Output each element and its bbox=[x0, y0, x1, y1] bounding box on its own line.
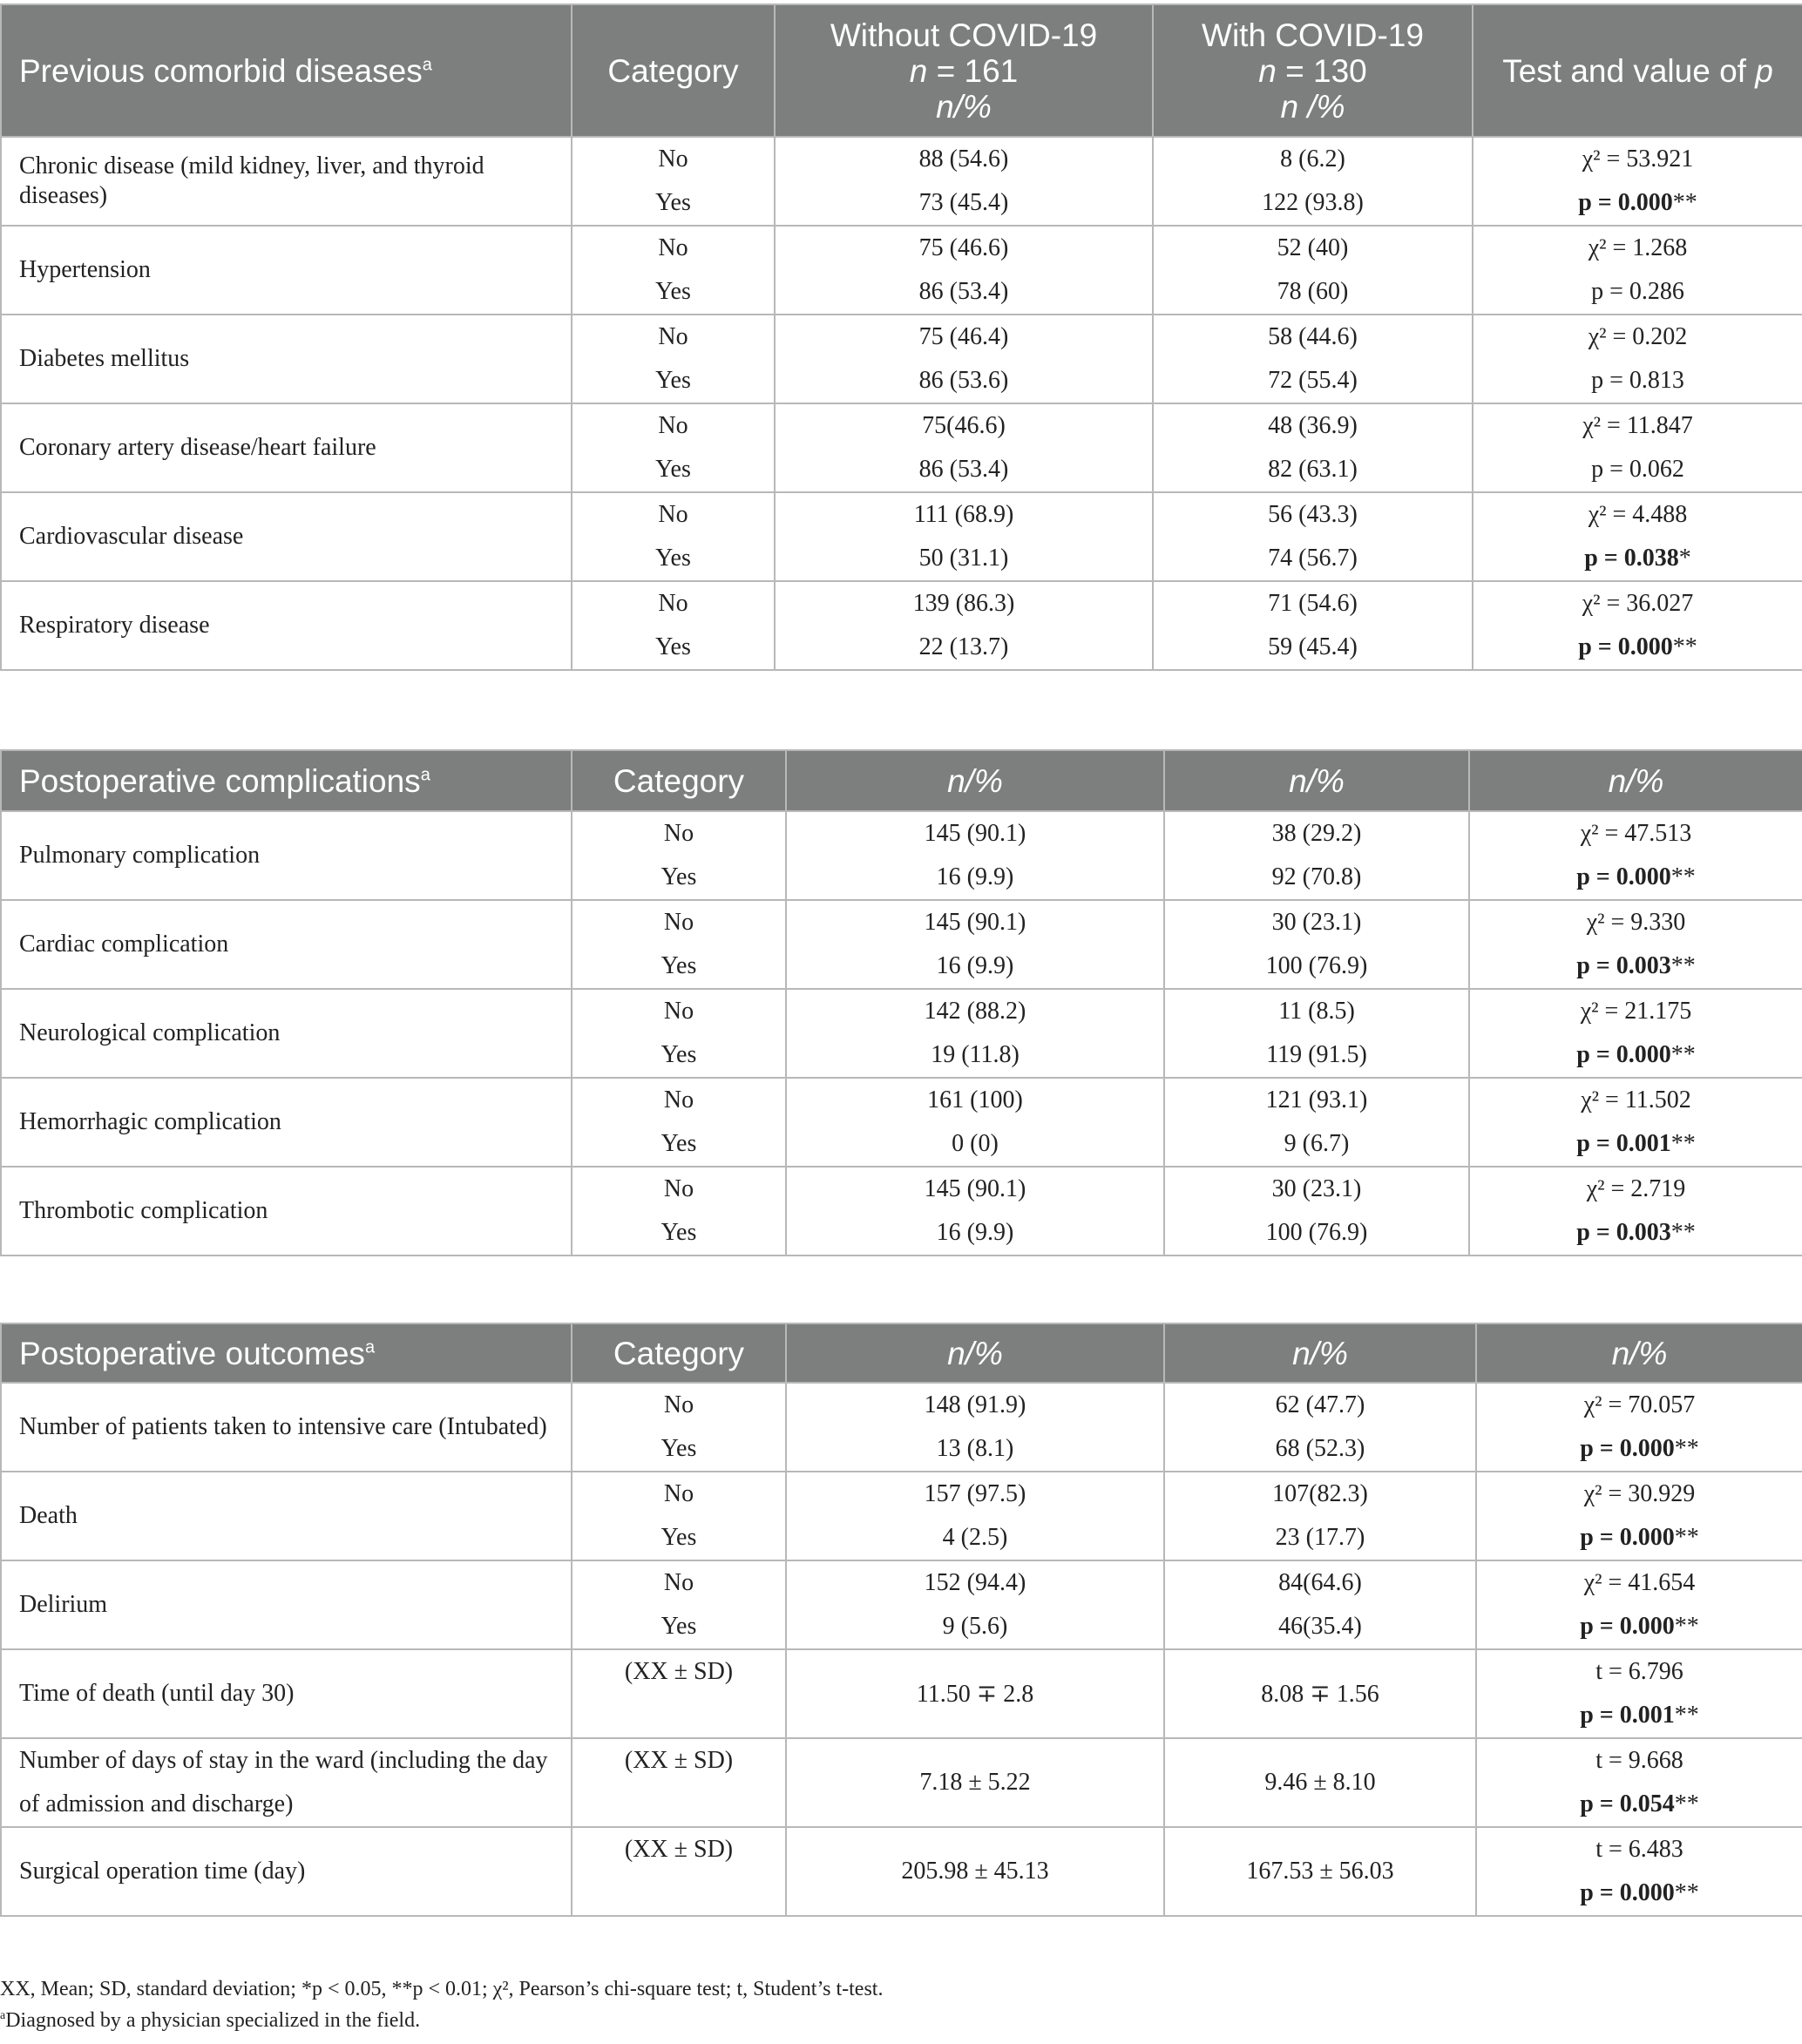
row-category: No Yes bbox=[572, 403, 775, 492]
row-category: No Yes bbox=[572, 1560, 786, 1649]
p-value: p = 0.038* bbox=[1584, 545, 1691, 572]
row-category: No Yes bbox=[572, 1383, 786, 1472]
header-n-percent: n/% bbox=[786, 1323, 1164, 1383]
table-row bbox=[1, 315, 1802, 403]
row-category: (XX ± SD) bbox=[572, 1827, 786, 1916]
with-covid-value: 8.08 ∓ 1.56 bbox=[1164, 1649, 1476, 1738]
without-covid-value: 75 (46.4) 86 (53.6) bbox=[775, 315, 1153, 403]
row-label: Cardiac complication bbox=[1, 900, 572, 989]
without-covid-value: 88 (54.6) 73 (45.4) bbox=[775, 137, 1153, 226]
row-label: Hypertension bbox=[1, 226, 572, 315]
table-row bbox=[1, 403, 1802, 492]
test-statistic: χ² = 2.719 p = 0.003** bbox=[1469, 1167, 1802, 1256]
table-row bbox=[1, 1383, 1802, 1472]
test-statistic: χ² = 47.513 p = 0.000** bbox=[1469, 811, 1802, 900]
row-label: Neurological complication bbox=[1, 989, 572, 1078]
test-statistic: χ² = 9.330 p = 0.003** bbox=[1469, 900, 1802, 989]
test-statistic: χ² = 30.929 p = 0.000** bbox=[1476, 1472, 1802, 1560]
table-row bbox=[1, 1167, 1802, 1256]
table-row bbox=[1, 1472, 1802, 1560]
header-test-value: Test and value of p bbox=[1473, 4, 1802, 137]
p-value: p = 0.000** bbox=[1580, 1435, 1699, 1462]
row-category: No Yes bbox=[572, 1078, 786, 1167]
with-covid-value: 56 (43.3) 74 (56.7) bbox=[1153, 492, 1473, 581]
without-covid-value: 205.98 ± 45.13 bbox=[786, 1827, 1164, 1916]
table-row bbox=[1, 900, 1802, 989]
with-covid-value: 62 (47.7) 68 (52.3) bbox=[1164, 1383, 1476, 1472]
table-row bbox=[1, 226, 1802, 315]
header-without-covid: Without COVID-19 n = 161 n/% bbox=[775, 4, 1153, 137]
without-covid-value: 75 (46.6) 86 (53.4) bbox=[775, 226, 1153, 315]
table-header-row bbox=[1, 750, 1802, 811]
test-statistic: χ² = 41.654 p = 0.000** bbox=[1476, 1560, 1802, 1649]
row-category: No Yes bbox=[572, 315, 775, 403]
p-value: p = 0.000** bbox=[1578, 633, 1697, 660]
with-covid-value: 52 (40) 78 (60) bbox=[1153, 226, 1473, 315]
test-statistic: χ² = 1.268 p = 0.286 bbox=[1473, 226, 1802, 315]
header-with-covid: With COVID-19 n = 130 n /% bbox=[1153, 4, 1473, 137]
header-n-percent: n/% bbox=[786, 750, 1164, 811]
row-label: Chronic disease (mild kidney, liver, and thyroid diseases) bbox=[1, 137, 572, 226]
without-covid-value: 157 (97.5) 4 (2.5) bbox=[786, 1472, 1164, 1560]
p-value: p = 0.286 bbox=[1591, 278, 1684, 305]
row-label: Number of days of stay in the ward (including the day of admission and discharge) bbox=[1, 1738, 572, 1827]
test-statistic: χ² = 0.202 p = 0.813 bbox=[1473, 315, 1802, 403]
table-header-row bbox=[1, 4, 1802, 137]
with-covid-value: 38 (29.2) 92 (70.8) bbox=[1164, 811, 1469, 900]
test-statistic: t = 6.483 p = 0.000** bbox=[1476, 1827, 1802, 1916]
with-covid-value: 121 (93.1) 9 (6.7) bbox=[1164, 1078, 1469, 1167]
outcomes-table bbox=[0, 1323, 1802, 1917]
with-covid-value: 9.46 ± 8.10 bbox=[1164, 1738, 1476, 1827]
header-n-percent: n/% bbox=[1476, 1323, 1802, 1383]
row-category: No Yes bbox=[572, 1472, 786, 1560]
row-label: Number of patients taken to intensive care (Intubated) bbox=[1, 1383, 572, 1472]
footnote-abbreviations: XX, Mean; SD, standard deviation; *p < 0.05, **p < 0.01; χ², Pearson’s chi-square test; t, Student’s t-test. bbox=[0, 1978, 884, 2000]
without-covid-value: 152 (94.4) 9 (5.6) bbox=[786, 1560, 1164, 1649]
test-statistic: χ² = 11.502 p = 0.001** bbox=[1469, 1078, 1802, 1167]
row-category: No Yes bbox=[572, 137, 775, 226]
row-label: Surgical operation time (day) bbox=[1, 1827, 572, 1916]
test-statistic: t = 6.796 p = 0.001** bbox=[1476, 1649, 1802, 1738]
with-covid-value: 8 (6.2) 122 (93.8) bbox=[1153, 137, 1473, 226]
row-label: Respiratory disease bbox=[1, 581, 572, 670]
row-label: Time of death (until day 30) bbox=[1, 1649, 572, 1738]
header-category: Category bbox=[572, 1323, 786, 1383]
header-category: Category bbox=[572, 750, 786, 811]
row-label: Hemorrhagic complication bbox=[1, 1078, 572, 1167]
table-row bbox=[1, 492, 1802, 581]
p-value: p = 0.001** bbox=[1576, 1130, 1696, 1157]
p-value: p = 0.813 bbox=[1591, 367, 1684, 394]
row-label: Diabetes mellitus bbox=[1, 315, 572, 403]
header-n-percent: n/% bbox=[1469, 750, 1802, 811]
header-complications: Postoperative complications$^a$ bbox=[1, 750, 572, 811]
test-statistic: χ² = 53.921 p = 0.000** bbox=[1473, 137, 1802, 226]
without-covid-value: 145 (90.1) 16 (9.9) bbox=[786, 811, 1164, 900]
p-value: p = 0.003** bbox=[1576, 952, 1696, 979]
table-header-row bbox=[1, 1323, 1802, 1383]
p-value: p = 0.000** bbox=[1580, 1613, 1699, 1640]
header-category: Category bbox=[572, 4, 775, 137]
with-covid-value: 11 (8.5) 119 (91.5) bbox=[1164, 989, 1469, 1078]
without-covid-value: 139 (86.3) 22 (13.7) bbox=[775, 581, 1153, 670]
p-value: p = 0.000** bbox=[1578, 189, 1697, 216]
row-category: No Yes bbox=[572, 226, 775, 315]
p-value: p = 0.000** bbox=[1576, 863, 1696, 890]
row-label: Death bbox=[1, 1472, 572, 1560]
p-value: p = 0.000** bbox=[1580, 1879, 1699, 1906]
test-statistic: χ² = 4.488 p = 0.038* bbox=[1473, 492, 1802, 581]
row-label: Thrombotic complication bbox=[1, 1167, 572, 1256]
row-label: Coronary artery disease/heart failure bbox=[1, 403, 572, 492]
table-row bbox=[1, 137, 1802, 226]
test-statistic: χ² = 36.027 p = 0.000** bbox=[1473, 581, 1802, 670]
p-value: p = 0.000** bbox=[1580, 1524, 1699, 1551]
comorbid-diseases-table bbox=[0, 3, 1802, 671]
row-category: No Yes bbox=[572, 492, 775, 581]
with-covid-value: 107(82.3) 23 (17.7) bbox=[1164, 1472, 1476, 1560]
header-n-percent: n/% bbox=[1164, 750, 1469, 811]
table-row bbox=[1, 1827, 1802, 1916]
row-category: No Yes bbox=[572, 900, 786, 989]
without-covid-value: 161 (100) 0 (0) bbox=[786, 1078, 1164, 1167]
footnote-diagnosis: $^a$Diagnosed by a physician specialized in the field. bbox=[0, 2009, 421, 2032]
without-covid-value: 7.18 ± 5.22 bbox=[786, 1738, 1164, 1827]
row-category: No Yes bbox=[572, 1167, 786, 1256]
row-category: (XX ± SD) bbox=[572, 1649, 786, 1738]
with-covid-value: 58 (44.6) 72 (55.4) bbox=[1153, 315, 1473, 403]
p-value: p = 0.003** bbox=[1576, 1219, 1696, 1246]
without-covid-value: 111 (68.9) 50 (31.1) bbox=[775, 492, 1153, 581]
without-covid-value: 11.50 ∓ 2.8 bbox=[786, 1649, 1164, 1738]
without-covid-value: 145 (90.1) 16 (9.9) bbox=[786, 1167, 1164, 1256]
header-n-percent: n/% bbox=[1164, 1323, 1476, 1383]
header-outcomes: Postoperative outcomes$^a$ bbox=[1, 1323, 572, 1383]
with-covid-value: 167.53 ± 56.03 bbox=[1164, 1827, 1476, 1916]
row-category: No Yes bbox=[572, 581, 775, 670]
table-row bbox=[1, 581, 1802, 670]
header-comorbid-diseases: Previous comorbid diseases$^a$ bbox=[1, 4, 572, 137]
with-covid-value: 30 (23.1) 100 (76.9) bbox=[1164, 1167, 1469, 1256]
p-value: p = 0.001** bbox=[1580, 1702, 1699, 1729]
table-row bbox=[1, 1738, 1802, 1827]
without-covid-value: 148 (91.9) 13 (8.1) bbox=[786, 1383, 1164, 1472]
table-row bbox=[1, 1078, 1802, 1167]
table-row bbox=[1, 811, 1802, 900]
with-covid-value: 48 (36.9) 82 (63.1) bbox=[1153, 403, 1473, 492]
without-covid-value: 75(46.6) 86 (53.4) bbox=[775, 403, 1153, 492]
row-label: Pulmonary complication bbox=[1, 811, 572, 900]
table-row bbox=[1, 1560, 1802, 1649]
row-category: No Yes bbox=[572, 811, 786, 900]
with-covid-value: 71 (54.6) 59 (45.4) bbox=[1153, 581, 1473, 670]
with-covid-value: 30 (23.1) 100 (76.9) bbox=[1164, 900, 1469, 989]
row-label: Delirium bbox=[1, 1560, 572, 1649]
p-value: p = 0.000** bbox=[1576, 1041, 1696, 1068]
test-statistic: χ² = 11.847 p = 0.062 bbox=[1473, 403, 1802, 492]
p-value: p = 0.062 bbox=[1591, 456, 1684, 483]
p-value: p = 0.054** bbox=[1580, 1790, 1699, 1817]
row-category: (XX ± SD) bbox=[572, 1738, 786, 1827]
row-category: No Yes bbox=[572, 989, 786, 1078]
table-row bbox=[1, 989, 1802, 1078]
test-statistic: χ² = 21.175 p = 0.000** bbox=[1469, 989, 1802, 1078]
without-covid-value: 145 (90.1) 16 (9.9) bbox=[786, 900, 1164, 989]
without-covid-value: 142 (88.2) 19 (11.8) bbox=[786, 989, 1164, 1078]
complications-table bbox=[0, 749, 1802, 1256]
with-covid-value: 84(64.6) 46(35.4) bbox=[1164, 1560, 1476, 1649]
test-statistic: t = 9.668 p = 0.054** bbox=[1476, 1738, 1802, 1827]
table-row bbox=[1, 1649, 1802, 1738]
test-statistic: χ² = 70.057 p = 0.000** bbox=[1476, 1383, 1802, 1472]
row-label: Cardiovascular disease bbox=[1, 492, 572, 581]
